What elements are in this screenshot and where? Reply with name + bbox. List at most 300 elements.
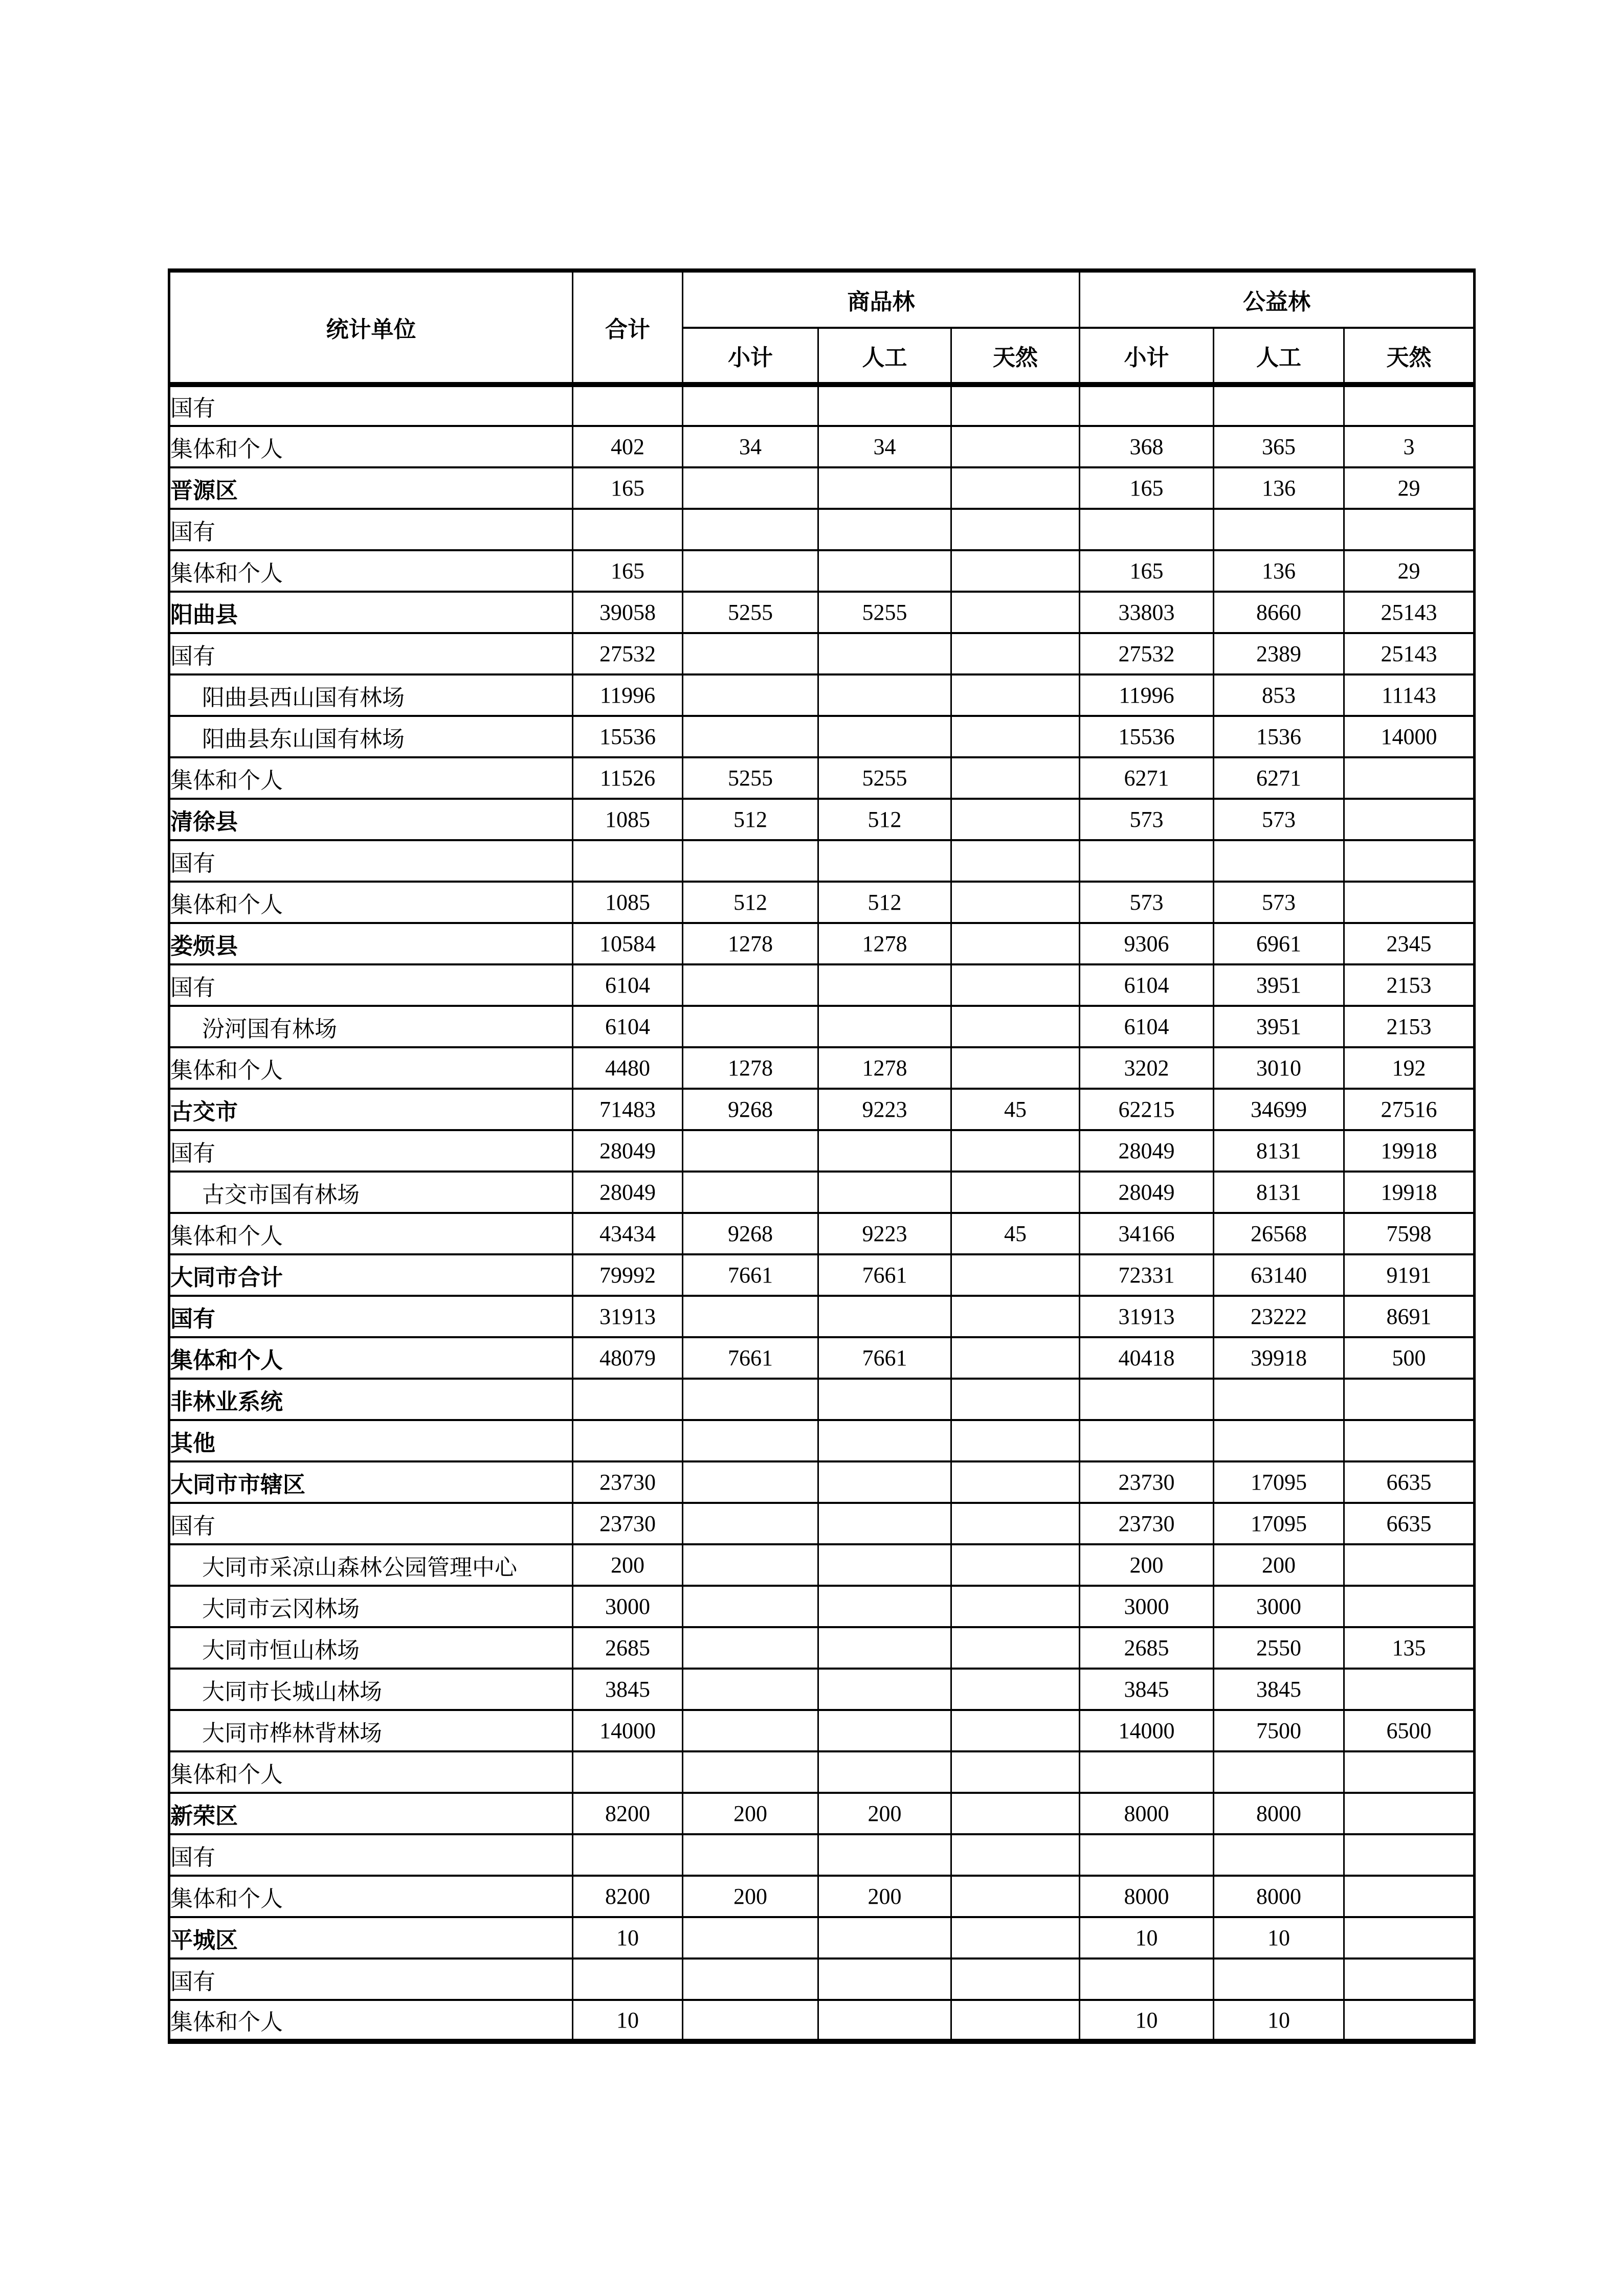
value-cell: 136 (1214, 467, 1344, 509)
unit-cell: 古交市国有林场 (169, 1172, 573, 1213)
value-cell (1080, 385, 1214, 426)
value-cell: 10 (573, 2000, 683, 2041)
value-cell: 11996 (1080, 674, 1214, 716)
value-cell: 15536 (573, 716, 683, 757)
value-cell (683, 840, 818, 882)
table-row (169, 1669, 1475, 1710)
value-cell (818, 1130, 951, 1172)
value-cell: 23730 (1080, 1461, 1214, 1503)
value-cell (1214, 509, 1344, 550)
value-cell: 6635 (1344, 1461, 1475, 1503)
value-cell: 34 (818, 426, 951, 467)
value-cell: 40418 (1080, 1337, 1214, 1379)
value-cell (818, 1503, 951, 1544)
table-row (169, 1751, 1475, 1793)
value-cell: 573 (1080, 799, 1214, 840)
value-cell: 573 (1214, 882, 1344, 923)
value-cell: 8131 (1214, 1130, 1344, 1172)
value-cell: 1278 (818, 923, 951, 964)
value-cell (1344, 385, 1475, 426)
value-cell (818, 1917, 951, 1959)
unit-cell: 娄烦县 (169, 923, 573, 964)
value-cell: 2345 (1344, 923, 1475, 964)
value-cell: 14000 (1080, 1710, 1214, 1751)
value-cell (683, 1917, 818, 1959)
forest-area-table (168, 268, 1476, 2044)
value-cell: 200 (683, 1793, 818, 1834)
value-cell: 9191 (1344, 1254, 1475, 1296)
unit-cell: 国有 (169, 385, 573, 426)
value-cell (818, 1751, 951, 1793)
value-cell: 15536 (1080, 716, 1214, 757)
value-cell: 8660 (1214, 592, 1344, 633)
unit-cell: 非林业系统 (169, 1379, 573, 1420)
value-cell (1344, 1420, 1475, 1461)
value-cell: 31913 (573, 1296, 683, 1337)
value-cell (951, 964, 1080, 1006)
table-row (169, 1006, 1475, 1047)
value-cell (818, 467, 951, 509)
value-cell: 2685 (573, 1627, 683, 1669)
table-row (169, 1710, 1475, 1751)
value-cell (818, 964, 951, 1006)
value-cell (573, 1751, 683, 1793)
unit-cell: 国有 (169, 1503, 573, 1544)
unit-cell: 大同市恒山林场 (169, 1627, 573, 1669)
value-cell (951, 1172, 1080, 1213)
value-cell: 10 (1214, 2000, 1344, 2041)
table-row (169, 923, 1475, 964)
value-cell: 6635 (1344, 1503, 1475, 1544)
value-cell: 28049 (1080, 1172, 1214, 1213)
value-cell: 3 (1344, 426, 1475, 467)
value-cell (818, 509, 951, 550)
value-cell (951, 1296, 1080, 1337)
value-cell: 165 (573, 550, 683, 592)
value-cell: 512 (683, 882, 818, 923)
value-cell: 23730 (573, 1461, 683, 1503)
value-cell: 3000 (573, 1586, 683, 1627)
unit-cell: 集体和个人 (169, 1876, 573, 1917)
table-row (169, 1544, 1475, 1586)
value-cell: 7661 (683, 1254, 818, 1296)
value-cell: 10584 (573, 923, 683, 964)
value-cell (818, 1669, 951, 1710)
value-cell (1344, 1917, 1475, 1959)
value-cell (951, 1461, 1080, 1503)
value-cell (951, 1337, 1080, 1379)
table-row (169, 1337, 1475, 1379)
table-row (169, 509, 1475, 550)
value-cell: 200 (573, 1544, 683, 1586)
value-cell (1344, 1669, 1475, 1710)
value-cell (951, 385, 1080, 426)
value-cell (683, 1503, 818, 1544)
value-cell: 27532 (573, 633, 683, 674)
value-cell: 8000 (1080, 1876, 1214, 1917)
unit-cell: 国有 (169, 840, 573, 882)
value-cell: 1278 (683, 1047, 818, 1089)
value-cell: 2685 (1080, 1627, 1214, 1669)
value-cell: 3845 (1080, 1669, 1214, 1710)
value-cell (1214, 1379, 1344, 1420)
value-cell (951, 1834, 1080, 1876)
value-cell: 23730 (1080, 1503, 1214, 1544)
value-cell (573, 840, 683, 882)
value-cell (683, 509, 818, 550)
unit-cell: 集体和个人 (169, 1751, 573, 1793)
value-cell: 200 (818, 1876, 951, 1917)
unit-cell: 大同市长城山林场 (169, 1669, 573, 1710)
value-cell: 512 (683, 799, 818, 840)
value-cell: 165 (573, 467, 683, 509)
header-public-subtotal: 小计 (1080, 328, 1214, 385)
value-cell (573, 1420, 683, 1461)
value-cell: 853 (1214, 674, 1344, 716)
value-cell: 9223 (818, 1089, 951, 1130)
unit-cell: 新荣区 (169, 1793, 573, 1834)
value-cell: 43434 (573, 1213, 683, 1254)
value-cell (1080, 1959, 1214, 2000)
value-cell (818, 1420, 951, 1461)
unit-cell: 大同市市辖区 (169, 1461, 573, 1503)
header-unit: 统计单位 (169, 271, 573, 385)
value-cell: 10 (573, 1917, 683, 1959)
value-cell: 9268 (683, 1213, 818, 1254)
value-cell: 200 (683, 1876, 818, 1917)
value-cell: 11143 (1344, 674, 1475, 716)
value-cell: 23730 (573, 1503, 683, 1544)
value-cell (951, 1544, 1080, 1586)
value-cell: 29 (1344, 550, 1475, 592)
unit-cell: 集体和个人 (169, 550, 573, 592)
value-cell: 28049 (573, 1130, 683, 1172)
value-cell (573, 1959, 683, 2000)
value-cell (951, 1669, 1080, 1710)
value-cell: 4480 (573, 1047, 683, 1089)
unit-cell: 汾河国有林场 (169, 1006, 573, 1047)
value-cell (951, 467, 1080, 509)
value-cell: 7661 (818, 1337, 951, 1379)
value-cell: 11996 (573, 674, 683, 716)
table-row (169, 882, 1475, 923)
value-cell (951, 1793, 1080, 1834)
value-cell: 39058 (573, 592, 683, 633)
value-cell: 1085 (573, 799, 683, 840)
value-cell: 34699 (1214, 1089, 1344, 1130)
table-row (169, 799, 1475, 840)
value-cell: 17095 (1214, 1503, 1344, 1544)
value-cell: 48079 (573, 1337, 683, 1379)
table-row (169, 1503, 1475, 1544)
value-cell (1080, 840, 1214, 882)
value-cell (951, 1586, 1080, 1627)
value-cell: 23222 (1214, 1296, 1344, 1337)
value-cell (1080, 1420, 1214, 1461)
value-cell (951, 1047, 1080, 1089)
value-cell: 6500 (1344, 1710, 1475, 1751)
table-row (169, 674, 1475, 716)
table-row (169, 426, 1475, 467)
value-cell (573, 1834, 683, 1876)
value-cell (1344, 1586, 1475, 1627)
value-cell: 2389 (1214, 633, 1344, 674)
value-cell: 14000 (1344, 716, 1475, 757)
value-cell: 3000 (1080, 1586, 1214, 1627)
value-cell: 2153 (1344, 964, 1475, 1006)
table-row (169, 757, 1475, 799)
header-commercial-subtotal: 小计 (683, 328, 818, 385)
value-cell: 136 (1214, 550, 1344, 592)
value-cell: 2153 (1344, 1006, 1475, 1047)
value-cell (951, 1254, 1080, 1296)
unit-cell: 国有 (169, 1130, 573, 1172)
value-cell: 8000 (1080, 1793, 1214, 1834)
value-cell (683, 1172, 818, 1213)
table-row (169, 467, 1475, 509)
value-cell: 6961 (1214, 923, 1344, 964)
value-cell: 29 (1344, 467, 1475, 509)
value-cell (951, 1710, 1080, 1751)
value-cell: 7500 (1214, 1710, 1344, 1751)
value-cell (683, 674, 818, 716)
table-row (169, 716, 1475, 757)
table-row (169, 592, 1475, 633)
unit-cell: 其他 (169, 1420, 573, 1461)
unit-cell: 集体和个人 (169, 426, 573, 467)
value-cell: 72331 (1080, 1254, 1214, 1296)
value-cell (1214, 1420, 1344, 1461)
value-cell: 3202 (1080, 1047, 1214, 1089)
value-cell: 7598 (1344, 1213, 1475, 1254)
value-cell (683, 633, 818, 674)
value-cell (818, 840, 951, 882)
value-cell: 3951 (1214, 964, 1344, 1006)
value-cell (818, 550, 951, 592)
value-cell: 1278 (818, 1047, 951, 1089)
unit-cell: 集体和个人 (169, 1337, 573, 1379)
value-cell: 10 (1080, 2000, 1214, 2041)
value-cell: 62215 (1080, 1089, 1214, 1130)
header-commercial-natural: 天然 (951, 328, 1080, 385)
value-cell (683, 716, 818, 757)
value-cell (1344, 1379, 1475, 1420)
value-cell (1080, 509, 1214, 550)
value-cell (951, 509, 1080, 550)
table-row (169, 1917, 1475, 1959)
value-cell (818, 2000, 951, 2041)
value-cell (1080, 1834, 1214, 1876)
value-cell: 1085 (573, 882, 683, 923)
value-cell (951, 840, 1080, 882)
value-cell: 365 (1214, 426, 1344, 467)
value-cell (951, 1959, 1080, 2000)
unit-cell: 大同市合计 (169, 1254, 573, 1296)
value-cell (1344, 882, 1475, 923)
value-cell (1344, 1751, 1475, 1793)
value-cell (683, 1669, 818, 1710)
value-cell: 9223 (818, 1213, 951, 1254)
value-cell (951, 2000, 1080, 2041)
unit-cell: 国有 (169, 1296, 573, 1337)
value-cell: 10 (1080, 1917, 1214, 1959)
unit-cell: 古交市 (169, 1089, 573, 1130)
value-cell (1080, 1751, 1214, 1793)
value-cell: 165 (1080, 467, 1214, 509)
value-cell: 192 (1344, 1047, 1475, 1089)
value-cell (683, 467, 818, 509)
unit-cell: 国有 (169, 633, 573, 674)
value-cell: 500 (1344, 1337, 1475, 1379)
value-cell (1080, 1379, 1214, 1420)
value-cell: 8000 (1214, 1793, 1344, 1834)
value-cell: 2550 (1214, 1627, 1344, 1669)
value-cell: 63140 (1214, 1254, 1344, 1296)
table-row (169, 1834, 1475, 1876)
header-public-welfare-forest: 公益林 (1080, 271, 1475, 328)
value-cell (1344, 1544, 1475, 1586)
value-cell: 8131 (1214, 1172, 1344, 1213)
table-row (169, 1793, 1475, 1834)
value-cell: 3845 (573, 1669, 683, 1710)
table-row (169, 1420, 1475, 1461)
table-row (169, 840, 1475, 882)
value-cell: 8691 (1344, 1296, 1475, 1337)
unit-cell: 国有 (169, 509, 573, 550)
value-cell (683, 1130, 818, 1172)
value-cell: 5255 (683, 757, 818, 799)
table-row (169, 1296, 1475, 1337)
value-cell: 3010 (1214, 1047, 1344, 1089)
value-cell: 8200 (573, 1876, 683, 1917)
value-cell: 45 (951, 1213, 1080, 1254)
value-cell (1344, 1793, 1475, 1834)
value-cell: 28049 (1080, 1130, 1214, 1172)
value-cell (818, 1959, 951, 2000)
value-cell: 45 (951, 1089, 1080, 1130)
value-cell (951, 550, 1080, 592)
value-cell (951, 923, 1080, 964)
value-cell: 79992 (573, 1254, 683, 1296)
table-row (169, 1213, 1475, 1254)
value-cell: 512 (818, 882, 951, 923)
value-cell (573, 1379, 683, 1420)
value-cell: 573 (1080, 882, 1214, 923)
value-cell: 135 (1344, 1627, 1475, 1669)
value-cell (951, 1627, 1080, 1669)
value-cell: 71483 (573, 1089, 683, 1130)
table-row (169, 1089, 1475, 1130)
table-row (169, 1172, 1475, 1213)
table-row (169, 1130, 1475, 1172)
value-cell (951, 1917, 1080, 1959)
value-cell: 17095 (1214, 1461, 1344, 1503)
table-row (169, 633, 1475, 674)
value-cell (683, 385, 818, 426)
value-cell: 27516 (1344, 1089, 1475, 1130)
value-cell (683, 1544, 818, 1586)
value-cell (951, 1751, 1080, 1793)
value-cell (818, 1296, 951, 1337)
table-row (169, 1254, 1475, 1296)
value-cell (573, 509, 683, 550)
value-cell (683, 1006, 818, 1047)
unit-cell: 阳曲县 (169, 592, 573, 633)
value-cell (683, 1710, 818, 1751)
table-row (169, 550, 1475, 592)
value-cell (818, 1379, 951, 1420)
unit-cell: 平城区 (169, 1917, 573, 1959)
value-cell (683, 1420, 818, 1461)
value-cell: 7661 (683, 1337, 818, 1379)
unit-cell: 国有 (169, 964, 573, 1006)
value-cell: 6104 (573, 1006, 683, 1047)
value-cell (683, 964, 818, 1006)
value-cell: 9268 (683, 1089, 818, 1130)
value-cell (951, 1420, 1080, 1461)
value-cell (683, 1834, 818, 1876)
unit-cell: 阳曲县东山国有林场 (169, 716, 573, 757)
value-cell: 14000 (573, 1710, 683, 1751)
value-cell (951, 592, 1080, 633)
value-cell: 6104 (1080, 1006, 1214, 1047)
table-body (169, 385, 1475, 2041)
value-cell: 6104 (1080, 964, 1214, 1006)
value-cell (683, 550, 818, 592)
value-cell: 27532 (1080, 633, 1214, 674)
value-cell (951, 633, 1080, 674)
value-cell: 39918 (1214, 1337, 1344, 1379)
header-total: 合计 (573, 271, 683, 385)
value-cell (683, 1959, 818, 2000)
value-cell (1214, 385, 1344, 426)
unit-cell: 大同市采凉山森林公园管理中心 (169, 1544, 573, 1586)
value-cell (1344, 840, 1475, 882)
value-cell (1344, 1834, 1475, 1876)
unit-cell: 大同市桦林背林场 (169, 1710, 573, 1751)
value-cell: 3000 (1214, 1586, 1344, 1627)
value-cell: 25143 (1344, 633, 1475, 674)
value-cell: 368 (1080, 426, 1214, 467)
value-cell (818, 1586, 951, 1627)
value-cell: 10 (1214, 1917, 1344, 1959)
value-cell (951, 1503, 1080, 1544)
value-cell (1344, 757, 1475, 799)
value-cell: 8200 (573, 1793, 683, 1834)
value-cell (818, 1710, 951, 1751)
value-cell (683, 1461, 818, 1503)
value-cell: 6104 (573, 964, 683, 1006)
value-cell (1214, 1751, 1344, 1793)
header-commercial-artificial: 人工 (818, 328, 951, 385)
value-cell: 165 (1080, 550, 1214, 592)
value-cell (951, 426, 1080, 467)
value-cell (683, 1751, 818, 1793)
value-cell (1214, 840, 1344, 882)
value-cell: 5255 (683, 592, 818, 633)
table-header (169, 271, 1475, 385)
value-cell: 1278 (683, 923, 818, 964)
value-cell: 573 (1214, 799, 1344, 840)
value-cell: 6271 (1214, 757, 1344, 799)
unit-cell: 清徐县 (169, 799, 573, 840)
value-cell (818, 1172, 951, 1213)
value-cell (818, 716, 951, 757)
value-cell: 9306 (1080, 923, 1214, 964)
value-cell (951, 1130, 1080, 1172)
unit-cell: 集体和个人 (169, 1213, 573, 1254)
table-row (169, 1876, 1475, 1917)
